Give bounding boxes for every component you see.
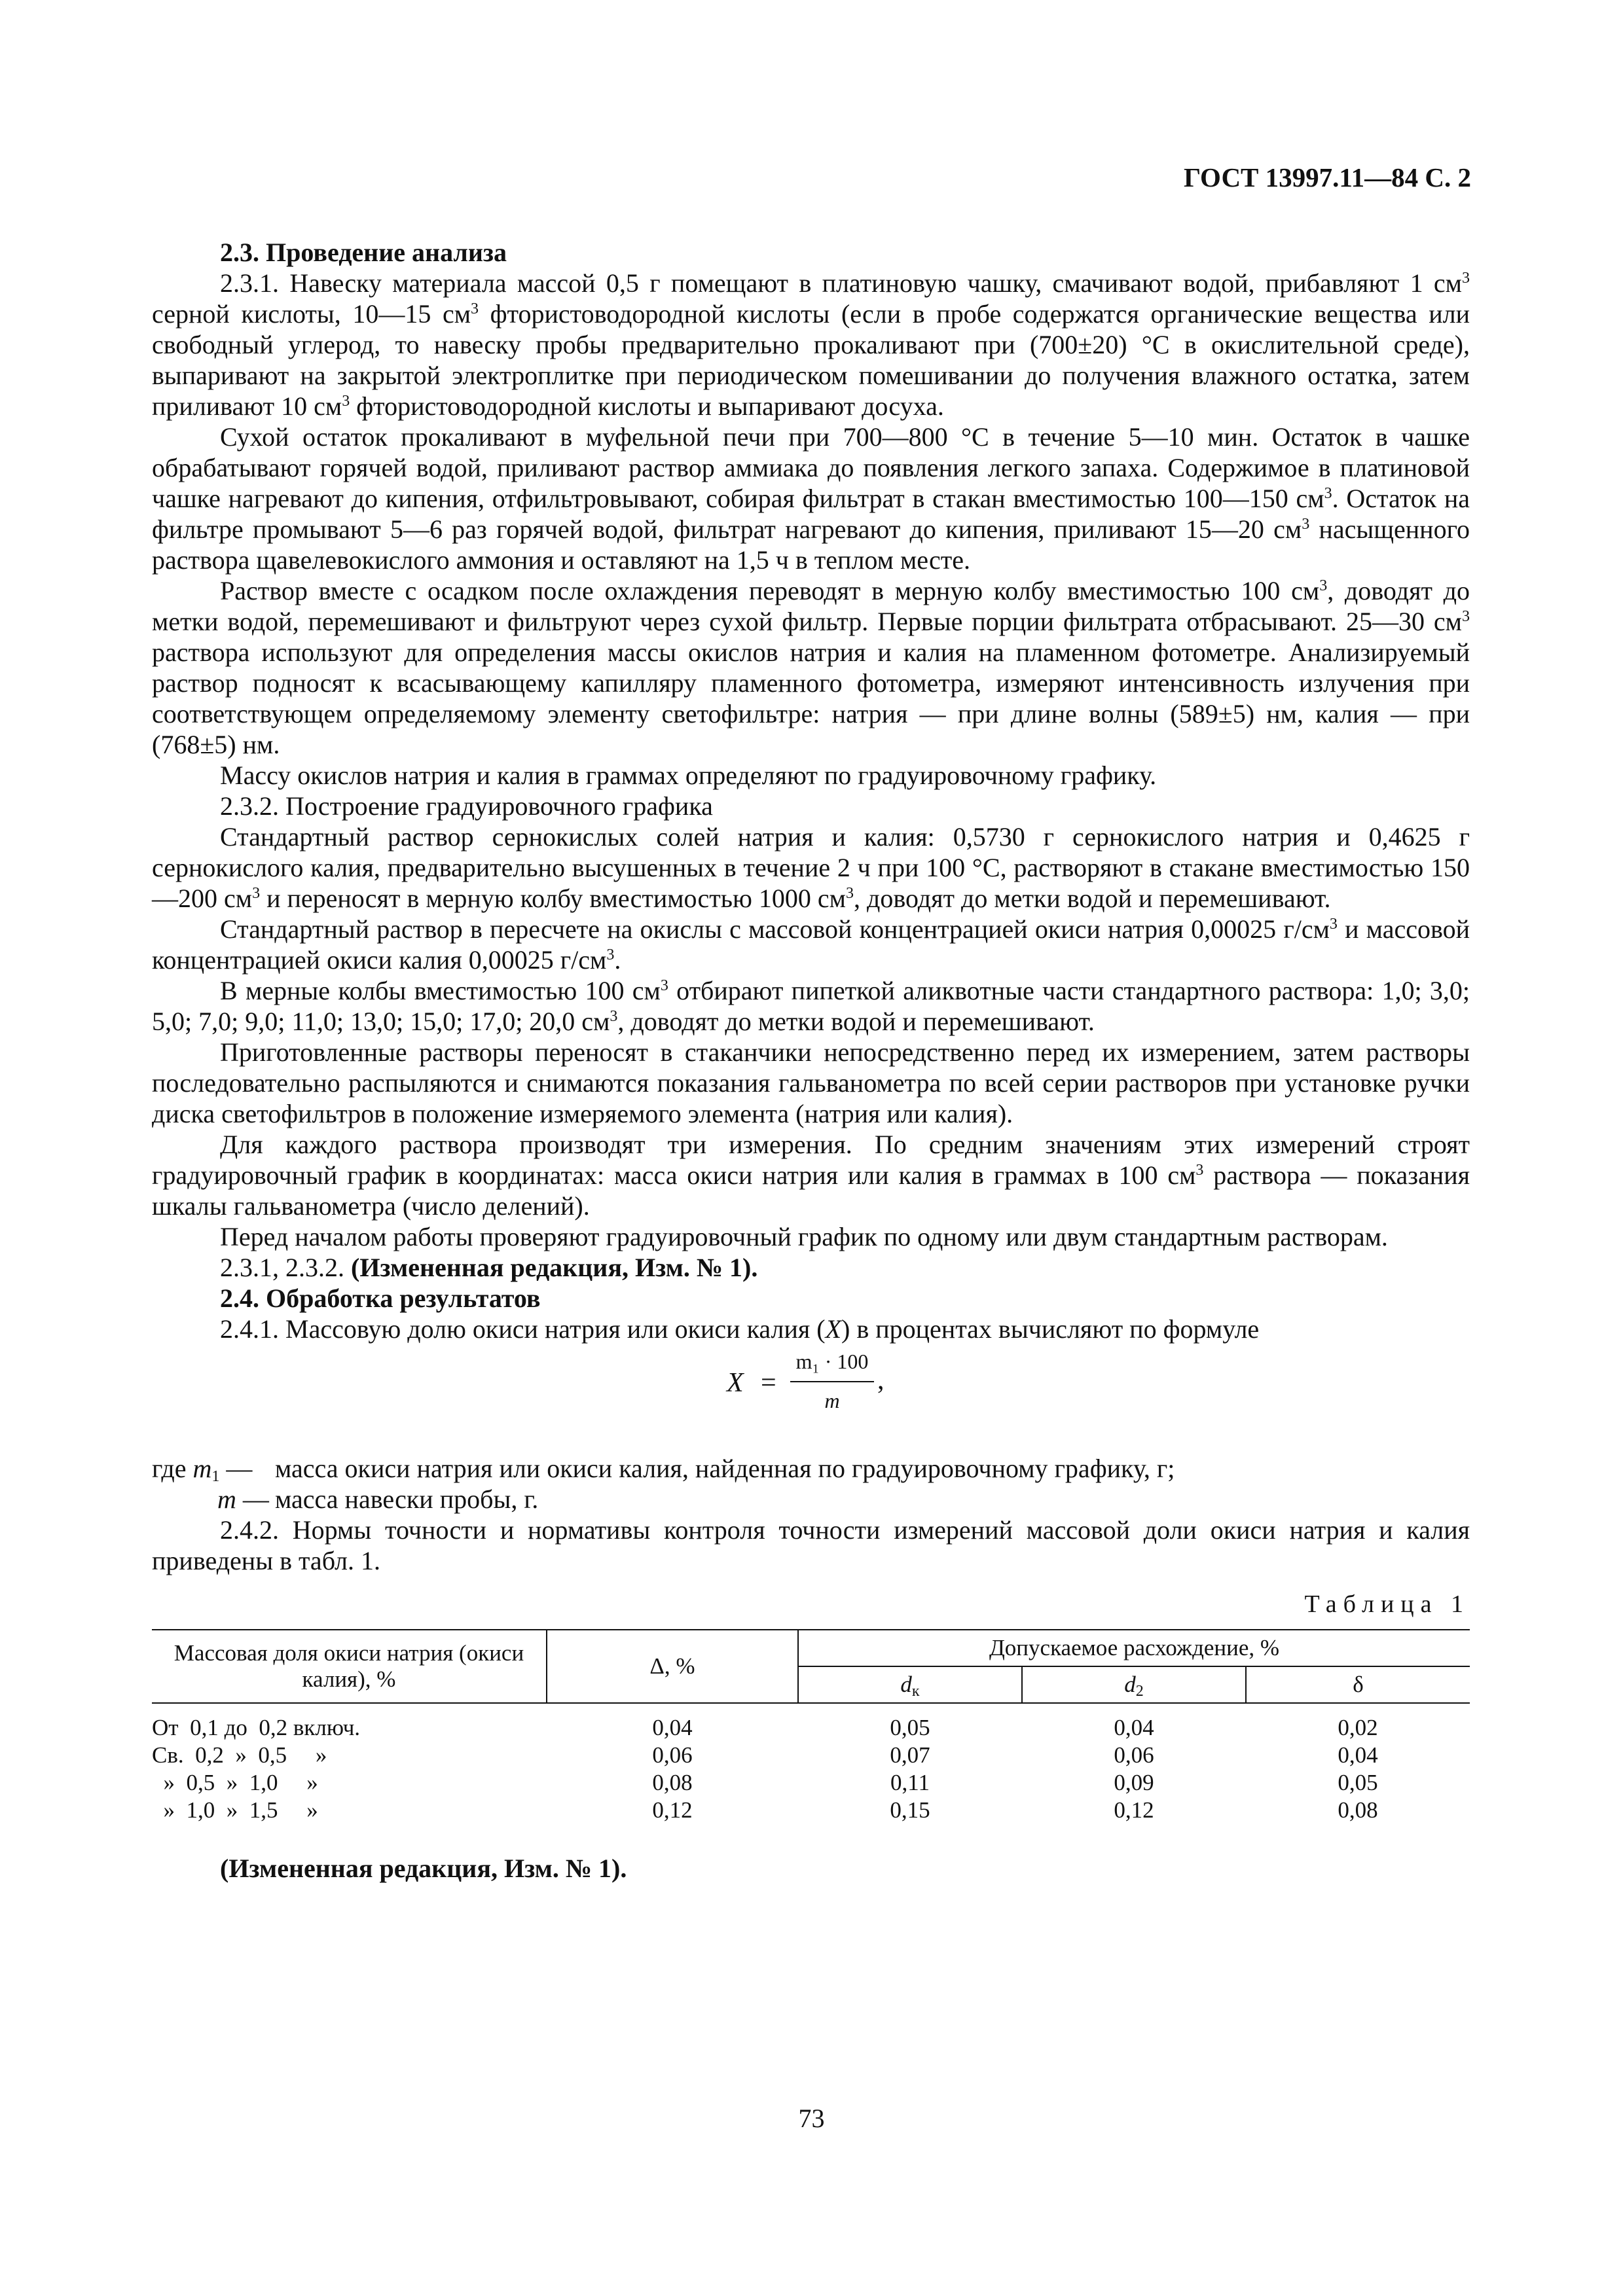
table-header-row xyxy=(152,1630,1470,1666)
text-run: 2.4.1. Массовую долю окиси натрия или окиси калия ( xyxy=(220,1314,826,1344)
col-head-small-delta: δ xyxy=(1246,1666,1470,1703)
col-head-d2 xyxy=(1022,1666,1246,1703)
text-run: и переносят в мерную колбу вместимостью 1000 см xyxy=(260,884,846,913)
paragraph-revision-note xyxy=(152,1252,1470,1283)
document-body xyxy=(152,237,1470,1884)
table-cell: 0,04 xyxy=(652,1715,693,1740)
table-cell: 0,05 xyxy=(890,1715,930,1740)
paragraph-2-4-1 xyxy=(152,1314,1470,1344)
paragraph-check-graph: Перед началом работы проверяют градуировочный график по одному или двум стандартным растворам. xyxy=(220,1222,1388,1251)
text-run: 2.3.1. Навеску материала массой 0,5 г помещают в платиновую чашку, смачивают водой, прибавляют 1 см xyxy=(220,268,1462,298)
table-cell: » 1,0 » 1,5 » xyxy=(152,1797,318,1823)
text-run: Стандартный раствор сернокислых солей натрия и калия: 0,5730 г сернокислого натрия и 0,4625 г сернокислого калия, предварительно высушенных в течение 2 ч при 100 °С, растворяют в стакане вместимостью 150—200 см xyxy=(152,822,1470,913)
where-definition: масса окиси натрия или окиси калия, найденная по градуировочному графику, г; xyxy=(275,1454,1175,1483)
paragraph-standard-concentration xyxy=(152,914,1470,975)
table-row xyxy=(152,1742,1470,1769)
table-cell: 0,08 xyxy=(652,1770,693,1795)
superscript: 3 xyxy=(660,977,668,994)
dash: — xyxy=(236,1484,269,1514)
superscript: 3 xyxy=(610,1008,618,1025)
text-run: , доводят до метки водой, перемешивают и фильтруют через сухой фильтр. Первые порции фильтрата отбрасывают. 25—30 см xyxy=(152,576,1470,636)
accuracy-table xyxy=(152,1629,1470,1824)
where-key xyxy=(152,1453,275,1484)
text-run: раствора используют для определения массы окислов натрия и калия на пламенном фотометре. Анализируемый раствор подносят к всасывающему капилляру пламенного фотометра, измеряют интенсивность излучения при соответствующем определяемому элементу светофильтре: натрия — при длине волны (589±5) нм, калия — при (768±5) нм. xyxy=(152,637,1470,759)
table-cell: 0,12 xyxy=(1114,1797,1154,1823)
col-head-dk xyxy=(798,1666,1022,1703)
text-run: . xyxy=(614,945,621,975)
paragraph-2-3-1 xyxy=(152,268,1470,422)
where-prefix: где xyxy=(152,1454,193,1483)
paragraph-prepared-solutions: Приготовленные растворы переносят в стаканчики непосредственно перед их измерением, затем растворы последовательно распыляются и снимаются показания гальванометра по всей серии растворов при установке ручки диска светофильтров в положение измеряемого элемента (натрия или калия). xyxy=(152,1037,1470,1128)
variable-m: m xyxy=(217,1484,236,1514)
revision-note-bold: (Измененная редакция, Изм. № 1). xyxy=(351,1253,758,1282)
subscript: к xyxy=(911,1683,920,1700)
superscript: 3 xyxy=(1319,577,1328,594)
col-head-mass-fraction: Массовая доля окиси натрия (окиси калия), % xyxy=(152,1630,547,1703)
text-run: Раствор вместе с осадком после охлаждения переводят в мерную колбу вместимостью 100 см xyxy=(220,576,1320,605)
superscript: 3 xyxy=(1195,1162,1204,1179)
text-run: 2.3.1, 2.3.2. xyxy=(220,1253,351,1282)
variable-m: m xyxy=(192,1454,212,1483)
superscript: 3 xyxy=(1302,516,1310,533)
table-row xyxy=(152,1769,1470,1797)
text-run: , доводят до метки водой и перемешивают. xyxy=(617,1007,1095,1036)
symbol-d: d xyxy=(1124,1672,1136,1697)
superscript: 3 xyxy=(342,393,350,410)
paragraph-aliquots xyxy=(152,975,1470,1037)
subscript: 2 xyxy=(1135,1683,1144,1700)
table-cell: 0,09 xyxy=(1114,1770,1154,1795)
page-header: ГОСТ 13997.11—84 С. 2 xyxy=(1183,162,1471,192)
table-cell: Св. 0,2 » 0,5 » xyxy=(152,1742,327,1768)
table-cell: 0,08 xyxy=(1338,1797,1378,1823)
superscript: 3 xyxy=(1324,485,1332,502)
page-number: 73 xyxy=(798,2104,825,2133)
formula-equals: = xyxy=(761,1368,776,1398)
text-run: отбирают пипеткой аликвотные части стандартного раствора: 1,0; 3,0; 5,0; 7,0; 9,0; 11,0; 13,0; 15,0; 17,0; 20,0 см xyxy=(152,976,1470,1036)
text-run: раствора — показания шкалы гальванометра (число делений). xyxy=(152,1160,1470,1221)
paragraph-2-4-2: 2.4.2. Нормы точности и нормативы контроля точности измерений массовой доли окиси натрия и калия приведены в табл. 1. xyxy=(152,1515,1470,1575)
table-revision-note: (Измененная редакция, Изм. № 1). xyxy=(220,1854,627,1883)
table-cell: 0,11 xyxy=(890,1770,930,1795)
text-run: Для каждого раствора производят три измерения. По средним значениям этих измерений строят градуировочный график в координатах: масса окиси натрия или калия в граммах в 100 см xyxy=(152,1130,1470,1190)
formula-fraction xyxy=(790,1347,874,1415)
superscript: 3 xyxy=(1462,608,1470,625)
paragraph-standard-solution xyxy=(152,821,1470,914)
text-run: , доводят до метки водой и перемешивают. xyxy=(853,884,1331,913)
text-run: фтористоводородной кислоты (если в пробе содержатся органические вещества или свободный углерод, то навеску пробы предварительно прокаливают при (700±20) °С в окислительной среде), выпаривают на закрытой электроплитке при периодическом помешивании до получения влажного остатка, затем приливают 10 см xyxy=(152,299,1470,421)
section-heading-2-4: 2.4. Обработка результатов xyxy=(220,1283,541,1313)
table-row xyxy=(152,1797,1470,1824)
text-run: насыщенного раствора щавелевокислого аммония и оставляют на 1,5 ч в теплом месте. xyxy=(152,514,1470,575)
table-cell: 0,02 xyxy=(1338,1715,1378,1740)
table-cell: » 0,5 » 1,0 » xyxy=(152,1770,318,1795)
subscript: 1 xyxy=(211,1468,220,1485)
dash: — xyxy=(219,1454,253,1483)
text-run: Сухой остаток прокаливают в муфельной печи при 700—800 °С в течение 5—10 мин. Остаток в чашке обрабатывают горячей водой, приливают раствор аммиака до появления легкого запаха. Содержимое в платиновой чашке нагревают до кипения, отфильтровывают, собирая фильтрат в стакан вместимостью 100—150 см xyxy=(152,422,1470,513)
table-cell: 0,15 xyxy=(890,1797,930,1823)
text-run: . Остаток на фильтре промывают 5—6 раз горячей водой, фильтрат нагревают до кипения, приливают 15—20 см xyxy=(152,484,1470,544)
text-run: и массовой концентрацией окиси калия 0,00025 г/см xyxy=(152,914,1470,975)
section-heading-2-3: 2.3. Проведение анализа xyxy=(220,238,507,267)
where-item-m xyxy=(152,1484,1470,1515)
table-cell: 0,04 xyxy=(1114,1715,1154,1740)
paragraph-dry-residue xyxy=(152,422,1470,575)
text-run: Стандартный раствор в пересчете на окислы с массовой концентрацией окиси натрия 0,00025 г/см xyxy=(220,914,1330,944)
superscript: 3 xyxy=(606,946,615,963)
table-cell: 0,06 xyxy=(1114,1742,1154,1768)
col-head-permissible-divergence: Допускаемое расхождение, % xyxy=(798,1630,1470,1666)
symbol-d: d xyxy=(900,1672,912,1697)
paragraph-three-measurements xyxy=(152,1129,1470,1221)
table-cell: 0,05 xyxy=(1338,1770,1378,1795)
table-caption: Таблица 1 xyxy=(1304,1590,1470,1618)
text-run: серной кислоты, 10—15 см xyxy=(152,299,471,329)
formula-comma: , xyxy=(877,1365,884,1395)
formula-denominator: m xyxy=(824,1389,840,1412)
text-run: В мерные колбы вместимостью 100 см xyxy=(220,976,661,1005)
where-item-m1 xyxy=(152,1453,1470,1484)
superscript: 3 xyxy=(471,300,479,317)
formula-numerator: m₁ · 100 xyxy=(795,1350,869,1373)
table-cell: От 0,1 до 0,2 включ. xyxy=(152,1715,361,1740)
superscript: 3 xyxy=(1462,270,1470,287)
where-key xyxy=(152,1484,275,1515)
table-cell: 0,06 xyxy=(652,1742,693,1768)
variable-x: X xyxy=(825,1314,842,1344)
table-cell: 0,07 xyxy=(890,1742,930,1768)
section-heading-2-3-2: 2.3.2. Построение градуировочного графика xyxy=(220,791,713,821)
paragraph-solution-transfer xyxy=(152,575,1470,760)
superscript: 3 xyxy=(252,885,261,902)
where-definition: масса навески пробы, г. xyxy=(275,1484,539,1514)
formula xyxy=(152,1347,1470,1445)
paragraph-mass-by-graph: Массу окислов натрия и калия в граммах определяют по градуировочному графику. xyxy=(220,761,1157,790)
superscript: 3 xyxy=(845,885,854,902)
table-cell: 0,12 xyxy=(652,1797,693,1823)
table-row xyxy=(152,1703,1470,1742)
formula-lhs: X xyxy=(727,1368,744,1398)
text-run: ) в процентах вычисляют по формуле xyxy=(841,1314,1260,1344)
table-cell: 0,04 xyxy=(1338,1742,1378,1768)
col-head-delta: Δ, % xyxy=(547,1630,798,1703)
text-run: фтористоводородной кислоты и выпаривают досуха. xyxy=(350,391,944,421)
fraction-bar xyxy=(790,1381,874,1382)
superscript: 3 xyxy=(1329,916,1338,933)
